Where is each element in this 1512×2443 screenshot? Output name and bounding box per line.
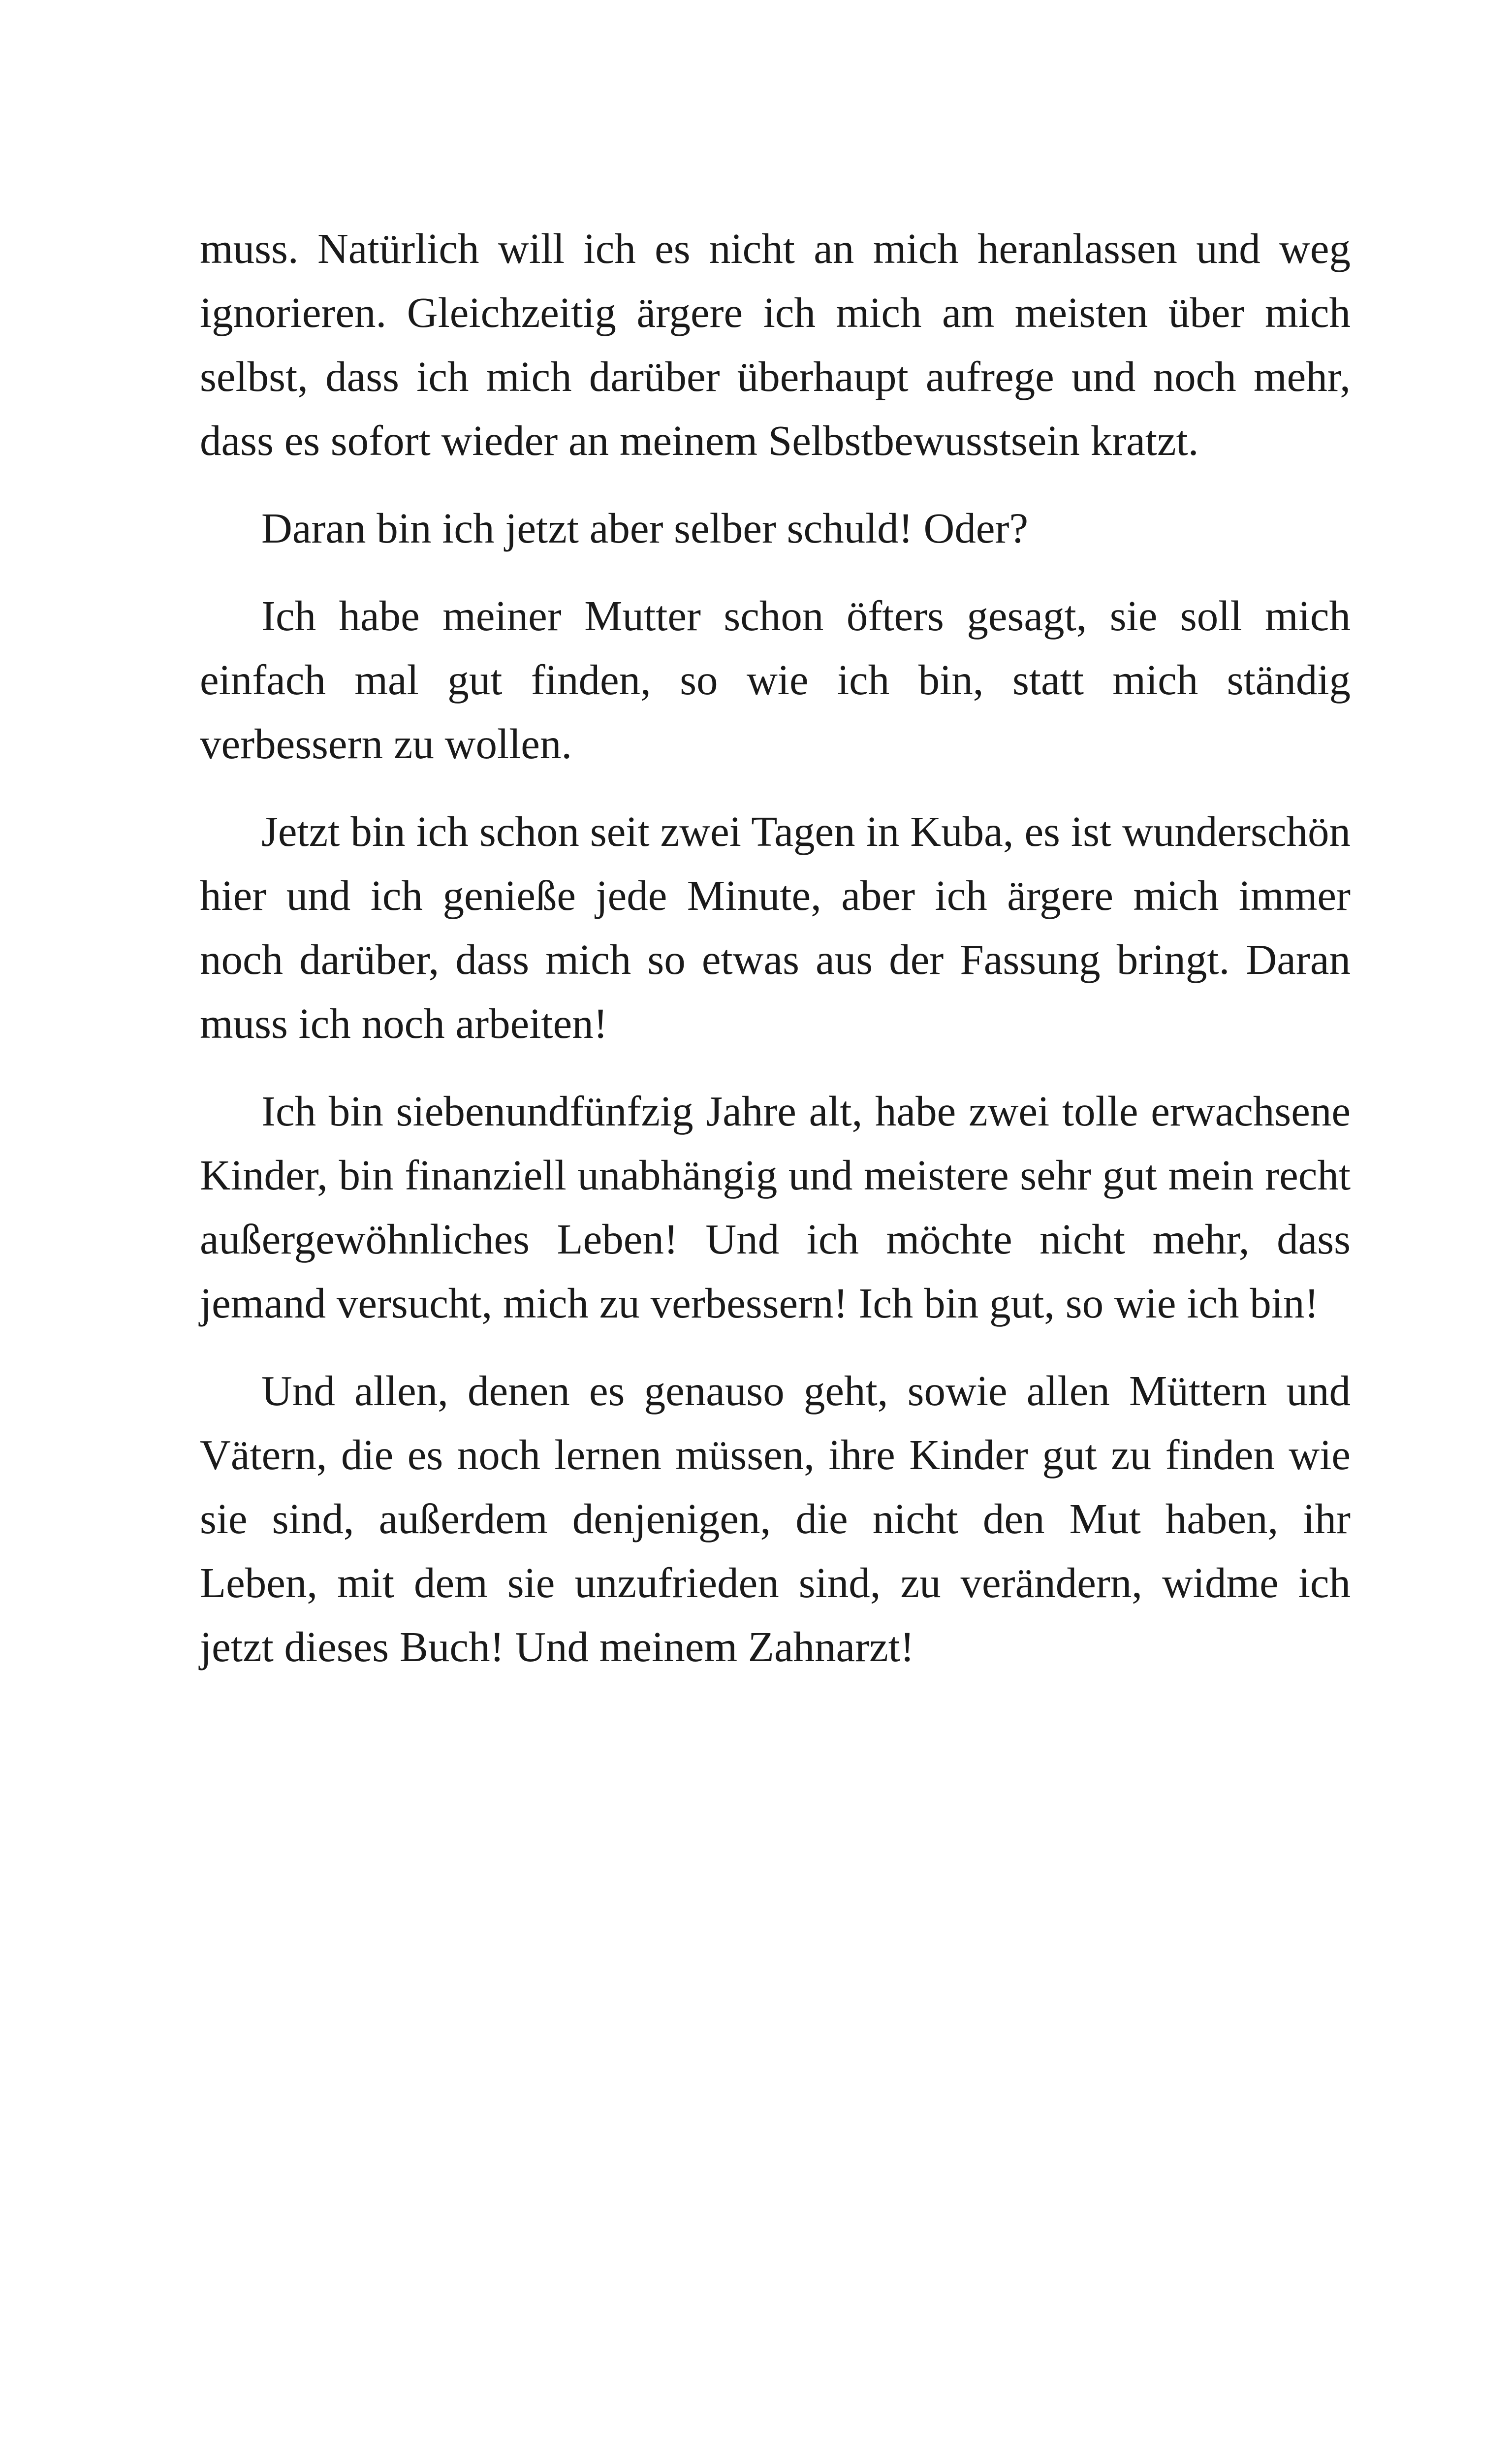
paragraph-5: Ich bin siebenundfünfzig Jahre alt, habe zwei tolle erwachsene Kinder, bin finanziell unabhängig und meistere sehr gut mein recht außergewöhnliches Leben! Und ich möchte nicht mehr, dass jemand versucht, mich zu verbessern! Ich bin gut, so wie ich bin! — [200, 1087, 1351, 1327]
paragraph-3: Ich habe meiner Mutter schon öfters gesagt, sie soll mich einfach mal gut finden, so wie ich bin, statt mich ständig verbessern zu wollen. — [200, 592, 1351, 768]
paragraph-4: Jetzt bin ich schon seit zwei Tagen in Kuba, es ist wunderschön hier und ich genieße jede Minute, aber ich ärgere mich immer noch darüber, dass mich so etwas aus der Fassung bringt. Daran muss ich noch arbeiten! — [200, 807, 1351, 1047]
paragraph-1: muss. Natürlich will ich es nicht an mich heranlassen und weg ignorieren. Gleichzeitig ärgere ich mich am meisten über mich selbst, dass ich mich darüber überhaupt aufrege und noch mehr, dass es sofort wieder an meinem Selbstbewusstsein kratzt. — [200, 225, 1351, 464]
paragraph-2: Daran bin ich jetzt aber selber schuld! Oder? — [261, 504, 1029, 552]
paragraph-6: Und allen, denen es genauso geht, sowie allen Müttern und Vätern, die es noch lernen müssen, ihre Kinder gut zu finden wie sie sind, außerdem denjenigen, die nicht den Mut haben, ihr Leben, mit dem sie unzufrieden sind, zu verändern, widme ich jetzt dieses Buch! Und meinem Zahnarzt! — [200, 1367, 1351, 1671]
body-text — [200, 217, 1351, 1703]
